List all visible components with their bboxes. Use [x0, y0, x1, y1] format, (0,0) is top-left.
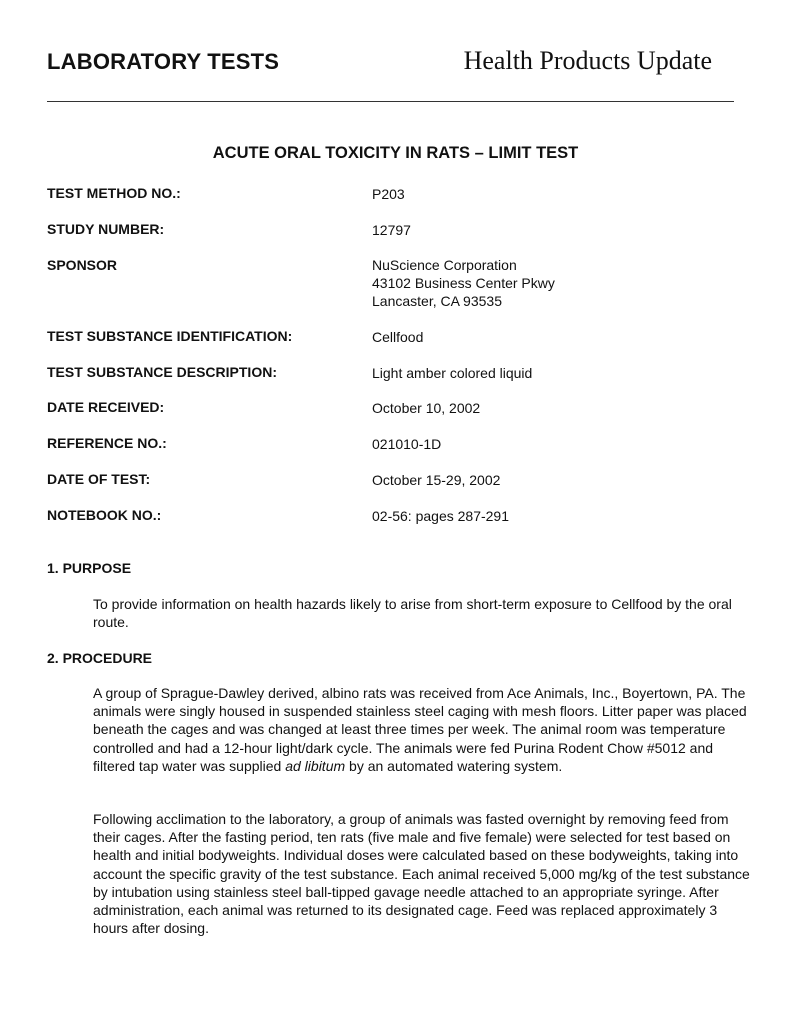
- procedure-p1-end: by an automated watering system.: [345, 757, 563, 774]
- document-title: ACUTE ORAL TOXICITY IN RATS – LIMIT TEST: [212, 144, 579, 162]
- procedure-p1-text: A group of Sprague-Dawley derived, albino rats was received from Ace Animals, Inc., Boyertown, PA. The animals were singly housed in suspended stainless steel caging with mesh floors. Litter paper was placed beneath the cages and was changed at least three times per week. The animal room was temperature controlled and had a 12-hour light/dark cycle. The animals were fed Purina Rodent Chow #5012 and filtered tap water was supplied: [93, 685, 747, 774]
- procedure-p1-italic: ad libitum: [285, 757, 346, 774]
- date-received-label: DATE RECEIVED:: [47, 399, 165, 415]
- procedure-heading: 2. PROCEDURE: [47, 650, 153, 666]
- header-left-title: LABORATORY TESTS: [47, 49, 280, 74]
- date-of-test-label: DATE OF TEST:: [47, 471, 151, 487]
- procedure-paragraph-1: [93, 684, 753, 775]
- substance-id-label: TEST SUBSTANCE IDENTIFICATION:: [47, 328, 293, 344]
- substance-id-value: Cellfood: [372, 329, 424, 345]
- sponsor-line: 43102 Business Center Pkwy: [372, 275, 555, 291]
- sponsor-line: NuScience Corporation: [372, 257, 517, 273]
- test-method-label: TEST METHOD NO.:: [47, 185, 181, 201]
- reference-no-value: 021010-1D: [372, 436, 442, 452]
- header-divider: [47, 101, 734, 102]
- sponsor-label: SPONSOR: [47, 257, 118, 273]
- date-of-test-value: October 15-29, 2002: [372, 472, 501, 488]
- sponsor-line: Lancaster, CA 93535: [372, 293, 502, 309]
- purpose-heading: 1. PURPOSE: [47, 560, 132, 576]
- sponsor-address: [372, 256, 555, 310]
- purpose-text: To provide information on health hazards likely to arise from short-term exposure to Cellfood by the oral route.: [93, 596, 732, 631]
- study-number-label: STUDY NUMBER:: [47, 221, 165, 237]
- header-right-title: Health Products Update: [463, 46, 712, 75]
- notebook-no-label: NOTEBOOK NO.:: [47, 507, 162, 523]
- study-number-value: 12797: [372, 222, 411, 238]
- notebook-no-value: 02-56: pages 287-291: [372, 508, 509, 524]
- substance-desc-value: Light amber colored liquid: [372, 365, 533, 381]
- procedure-paragraph-2: Following acclimation to the laboratory, a group of animals was fasted overnight by removing feed from their cages. After the fasting period, ten rats (five male and five female) were selected for test based on health and initial bodyweights. Individual doses were calculated based on these bodyweights, taking into account the specific gravity of the test substance. Each animal received 5,000 mg/kg of the test substance by intubation using stainless steel ball-tipped gavage needle attached to an appropriate syringe. After administration, each animal was returned to its designated cage. Feed was replaced approximately 3 hours after dosing.: [93, 811, 750, 937]
- substance-desc-label: TEST SUBSTANCE DESCRIPTION:: [47, 364, 277, 380]
- test-method-value: P203: [372, 186, 405, 202]
- date-received-value: October 10, 2002: [372, 400, 481, 416]
- reference-no-label: REFERENCE NO.:: [47, 435, 167, 451]
